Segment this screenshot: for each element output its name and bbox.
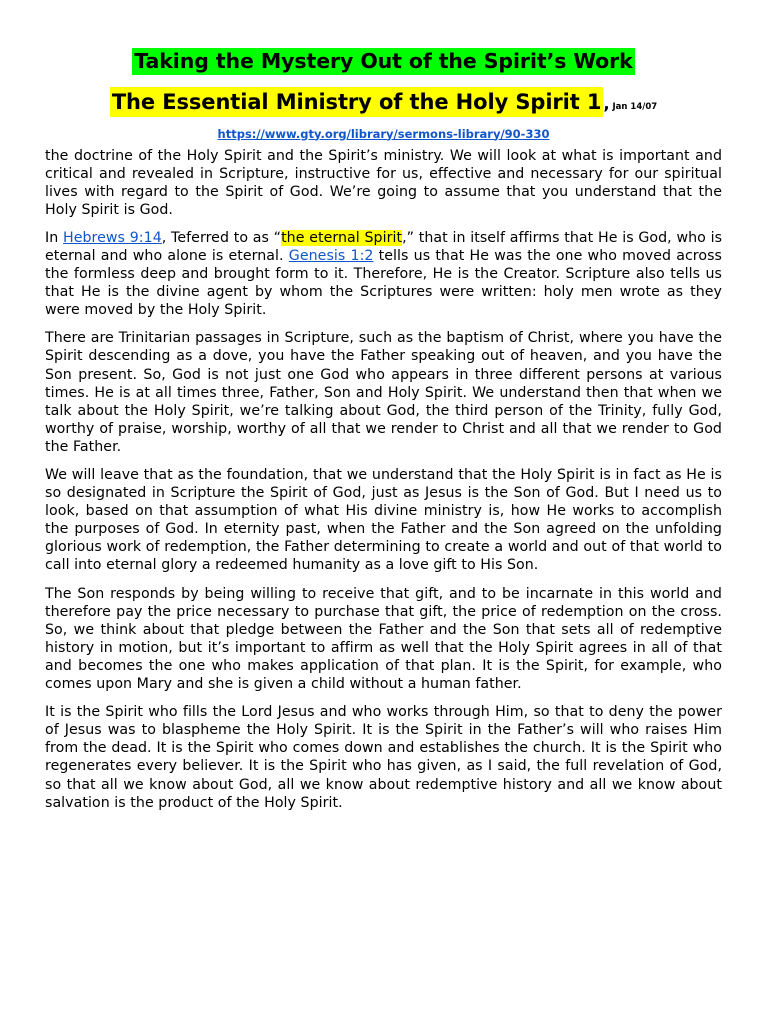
paragraph-2-text-b: , Teferred to as “ (161, 229, 282, 246)
url-line (45, 127, 722, 141)
paragraph-4: We will leave that as the foundation, that we understand that the Holy Spirit is in fact as He is so designated in Scripture the Spirit of God, just as Jesus is the Son of God. But I need us to look, based on that assumption of what His divine ministry is, how He works to accomplish the purposes of God. In eternity past, when the Father and the Son agreed on the unfolding glorious work of redemption, the Father determining to create a world and out of that world to call into eternal glory a redeemed humanity as a love gift to His Son. (45, 467, 722, 574)
paragraph-2 (45, 229, 722, 319)
document-body (45, 147, 722, 812)
paragraph-3: There are Trinitarian passages in Scripture, such as the baptism of Christ, where you have the Spirit descending as a dove, you have the Father speaking out of heaven, and you have the Son present. So, God is not just one God who appears in three different persons at various times. He is at all times three, Father, Son and Holy Spirit. We understand then that when we talk about the Holy Spirit, we’re talking about God, the third person of the Trinity, fully God, worthy of praise, worship, worthy of all that we render to Christ and all that we render to God the Father. (45, 330, 722, 455)
document-subtitle: The Essential Ministry of the Holy Spirit 1 (110, 87, 604, 117)
highlighted-phrase: the eternal Spirit (281, 229, 403, 246)
hebrews-9-14-link[interactable]: Hebrews 9:14 (63, 229, 162, 246)
sermon-date: Jan 14/07 (609, 101, 658, 112)
source-url-link[interactable]: https://www.gty.org/library/sermons-library/90-330 (217, 126, 550, 141)
subtitle-comma: , (603, 93, 610, 113)
subtitle-line (45, 87, 722, 117)
document-page (45, 48, 722, 822)
paragraph-5: The Son responds by being willing to receive that gift, and to be incarnate in this world and therefore pay the price necessary to purchase that gift, the price of redemption on the cross. So, we think about that pledge between the Father and the Son that sets all of redemptive history in motion, but it’s important to affirm as well that the Holy Spirit agrees in all of that and becomes the one who makes application of that plan. It is the Spirit, for example, who comes upon Mary and she is given a child without a human father. (45, 585, 722, 693)
document-title: Taking the Mystery Out of the Spirit’s Work (134, 49, 633, 73)
paragraph-2-text-a: In (45, 229, 63, 246)
paragraph-6: It is the Spirit who fills the Lord Jesus and who works through Him, so that to deny the power of Jesus was to blaspheme the Holy Spirit. It is the Spirit in the Father’s will who raises Him from the dead. It is the Spirit who comes down and establishes the church. It is the Spirit who regenerates every believer. It is the Spirit who has given, as I said, the full revelation of God, so that all we know about God, all we know about redemptive history and all we know about salvation is the product of the Holy Spirit. (45, 704, 722, 811)
paragraph-1: the doctrine of the Holy Spirit and the Spirit’s ministry. We will look at what is important and critical and revealed in Scripture, instructive for us, effective and necessary for our spiritual lives with regard to the Spirit of God. We’re going to assume that you understand that the Holy Spirit is God. (45, 147, 722, 218)
paragraph-2-text-c: ,” that in itself affirms that He is God, who is eternal and who alone is eternal. (45, 229, 723, 264)
genesis-1-2-link[interactable]: Genesis 1:2 (288, 247, 374, 264)
paragraph-2-text-d: tells us that He was the one who moved across the formless deep and brought form to it. Therefore, He is the Creator. Scripture also tells us that He is the divine agent by whom the Scriptures were written: holy men wrote as they were moved by the Holy Spirit. (45, 247, 722, 319)
title-block (45, 48, 722, 75)
